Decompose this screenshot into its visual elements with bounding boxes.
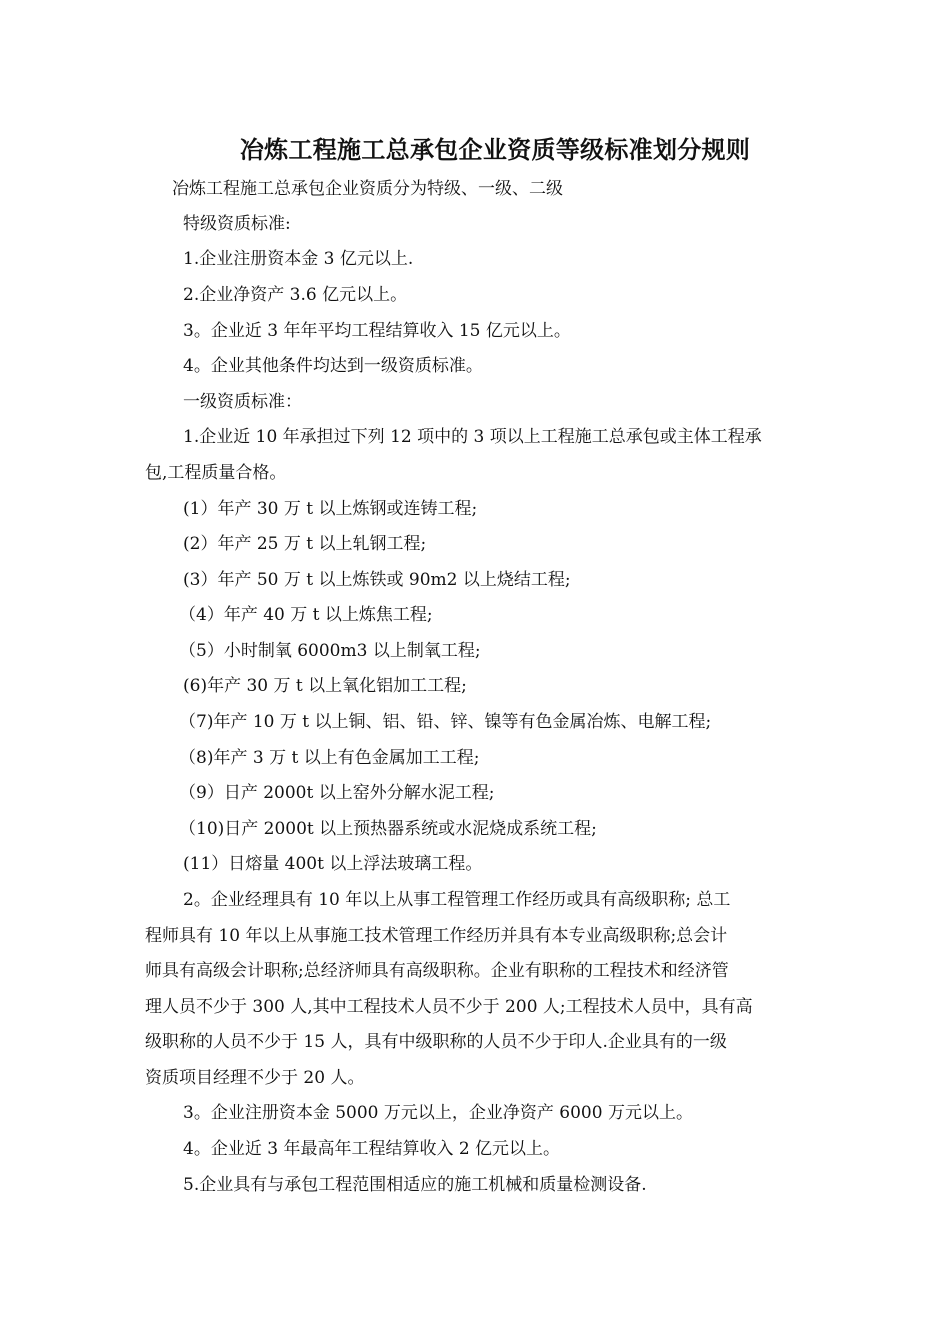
list-item: （7)年产 10 万 t 以上铜、铝、铅、锌、镍等有色金属冶炼、电解工程; — [179, 712, 712, 732]
intro-line: 冶炼工程施工总承包企业资质分为特级、一级、二级 — [172, 179, 563, 199]
document-title: 冶炼工程施工总承包企业资质等级标准划分规则 — [239, 135, 751, 164]
paragraph-line: 理人员不少于 300 人,其中工程技术人员不少于 200 人;工程技术人员中，具有高 — [145, 997, 753, 1017]
first-grade-heading: 一级资质标准： — [183, 392, 302, 412]
list-item: (6)年产 30 万 t 以上氧化铝加工工程; — [183, 676, 467, 696]
paragraph-line: 3。企业近 3 年年平均工程结算收入 15 亿元以上。 — [183, 321, 571, 341]
paragraph-line: 资质项目经理不少于 20 人。 — [145, 1068, 365, 1088]
paragraph-line: 1.企业注册资本金 3 亿元以上. — [183, 249, 414, 269]
paragraph-line: 1.企业近 10 年承担过下列 12 项中的 3 项以上工程施工总承包或主体工程承 — [183, 427, 762, 447]
list-item: （8)年产 3 万 t 以上有色金属加工工程; — [179, 748, 480, 768]
paragraph-line: 3。企业注册资本金 5000 万元以上，企业净资产 6000 万元以上。 — [183, 1103, 693, 1123]
list-item: （10)日产 2000t 以上预热器系统或水泥烧成系统工程; — [179, 819, 597, 839]
list-item: （4）年产 40 万 t 以上炼焦工程; — [179, 605, 433, 625]
list-item: (1）年产 30 万 t 以上炼钢或连铸工程; — [183, 499, 478, 519]
paragraph-line: 4。企业其他条件均达到一级资质标准。 — [183, 356, 483, 376]
paragraph-line: 5.企业具有与承包工程范围相适应的施工机械和质量检测设备. — [183, 1175, 647, 1195]
paragraph-line: 师具有高级会计职称;总经济师具有高级职称。企业有职称的工程技术和经济管 — [145, 961, 729, 981]
paragraph-line: 2.企业净资产 3.6 亿元以上。 — [183, 285, 408, 305]
list-item: (2）年产 25 万 t 以上轧钢工程; — [183, 534, 427, 554]
paragraph-line: 级职称的人员不少于 15 人，具有中级职称的人员不少于印人.企业具有的一级 — [145, 1032, 727, 1052]
paragraph-line: 2。企业经理具有 10 年以上从事工程管理工作经历或具有高级职称; 总工 — [183, 890, 731, 910]
special-grade-heading: 特级资质标准: — [183, 214, 291, 234]
paragraph-line: 包,工程质量合格。 — [145, 463, 287, 483]
list-item: (3）年产 50 万 t 以上炼铁或 90m2 以上烧结工程; — [183, 570, 571, 590]
paragraph-line: 程师具有 10 年以上从事施工技术管理工作经历并具有本专业高级职称;总会计 — [145, 926, 728, 946]
paragraph-line: 4。企业近 3 年最高年工程结算收入 2 亿元以上。 — [183, 1139, 561, 1159]
list-item: （9）日产 2000t 以上窑外分解水泥工程; — [179, 783, 495, 803]
list-item: （5）小时制氧 6000m3 以上制氧工程; — [179, 641, 481, 661]
list-item: (11）日熔量 400t 以上浮法玻璃工程。 — [183, 854, 483, 874]
